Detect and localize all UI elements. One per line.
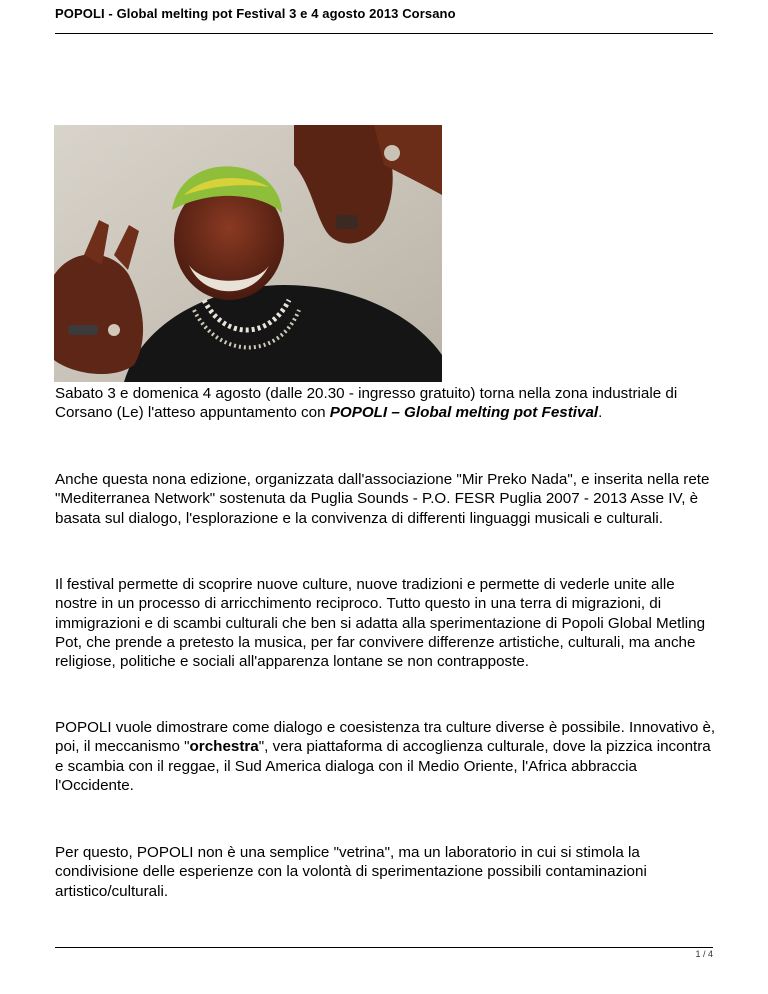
dialogue-text-b: ", vera piattaforma di accoglienza culturale, dove la pizzica incontra e scambia con il reggae, il Sud America dialoga con il Medio Oriente, l'Africa abbraccia l'Occidente.	[55, 738, 711, 794]
header-divider	[55, 33, 713, 34]
intro-end: .	[598, 404, 603, 422]
artist-photo-illustration	[54, 125, 442, 382]
page-header-title: POPOLI - Global melting pot Festival 3 e 4 agosto 2013 Corsano	[55, 6, 456, 21]
dialogue-text-a: POPOLI vuole dimostrare come dialogo e coesistenza tra culture diverse è possibile. Innovativo è, poi, il meccanismo "	[55, 719, 716, 756]
page-number: 1 / 4	[695, 949, 713, 959]
paragraph-intro	[55, 384, 720, 423]
paragraph-edition: Anche questa nona edizione, organizzata dall'associazione "Mir Preko Nada", e inserita nella rete "Mediterranea Network" sostenuta da Puglia Sounds - P.O. FESR Puglia 2007 - 2013 Asse IV, è basata sul dialogo, l'esplorazione e la convivenza di differenti linguaggi musicali e culturali.	[55, 471, 710, 527]
festival-name: POPOLI – Global melting pot Festival	[329, 404, 599, 422]
orchestra-term: orchestra	[189, 738, 259, 756]
footer-divider	[55, 947, 713, 948]
intro-text: Sabato 3 e domenica 4 agosto (dalle 20.30 - ingresso gratuito) torna nella zona industriale di Corsano (Le) l'atteso appuntamento con	[55, 385, 678, 422]
paragraph-dialogue	[55, 718, 720, 795]
artist-photo	[54, 125, 442, 382]
paragraph-festival: Il festival permette di scoprire nuove culture, nuove tradizioni e permette di vederle unite alle nostre in un processo di arricchimento reciproco. Tutto questo in una terra di migrazioni, di immigrazioni e di scambi culturali che ben si adatta alla sperimentazione di Popoli Global Metling Pot, che prende a pretesto la musica, per far convivere differenze artistiche, culturali, ma anche religiose, politiche e sociali all'apparenza lontane se non contrapposte.	[55, 576, 706, 671]
paragraph-laboratory: Per questo, POPOLI non è una semplice "vetrina", ma un laboratorio in cui si stimola la condivisione delle esperienze con la volontà di sperimentazione possibili contaminazioni artistico/culturali.	[55, 844, 647, 900]
